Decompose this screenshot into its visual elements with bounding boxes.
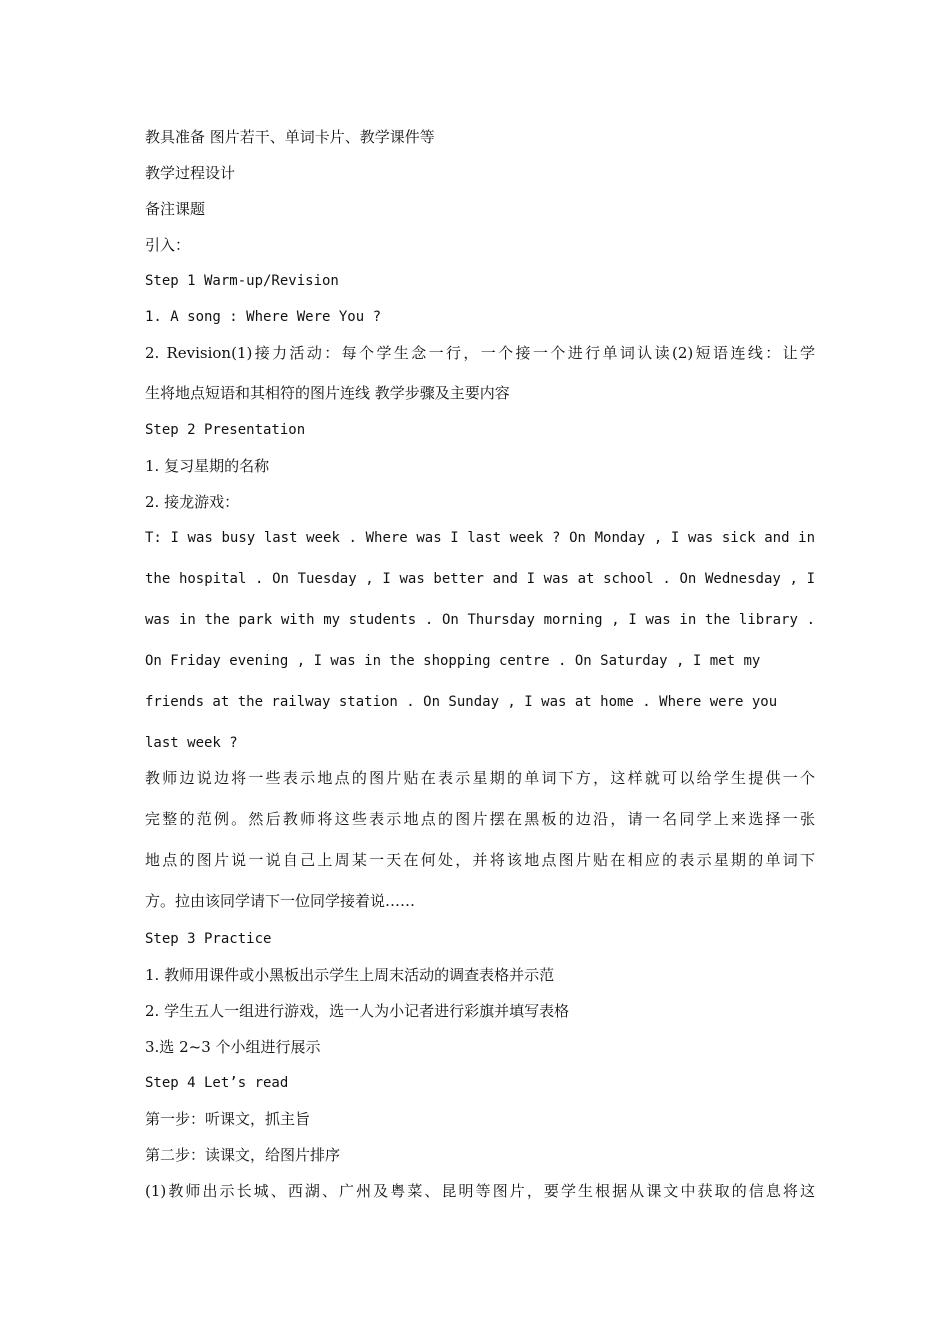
dialogue-line-5: friends at the railway station . On Sunday , I was at home . Where were you <box>145 694 778 710</box>
teacher-explanation-line-4: 方。拉由该同学请下一位同学接着说…… <box>145 892 416 910</box>
step3-item-2: 2. 学生五人一组进行游戏，选一人为小记者进行彩旗并填写表格 <box>145 1002 570 1020</box>
dialogue-line-6: last week ? <box>145 735 238 751</box>
step1-item-2-line-1: 2. Revision(1)接力活动：每个学生念一行，一个接一个进行单词认读(2)短语连线：让学 <box>145 344 815 362</box>
teacher-explanation-line-3: 地点的图片说一说自己上周某一天在何处，并将该地点图片贴在相应的表示星期的单词下 <box>145 851 815 869</box>
step3-item-3: 3.选 2~3 个小组进行展示 <box>145 1038 321 1056</box>
step4-heading: Step 4 Let’s read <box>145 1075 289 1091</box>
dialogue-line-3: was in the park with my students . On Thursday morning , I was in the library . <box>145 612 815 628</box>
dialogue-line-1: T: I was busy last week . Where was I last week ? On Monday , I was sick and in <box>145 530 815 546</box>
step1-item-1: 1. A song : Where Were You ? <box>145 309 382 325</box>
teaching-aids-line: 教具准备 图片若干、单词卡片、教学课件等 <box>145 128 435 146</box>
teacher-explanation-line-1: 教师边说边将一些表示地点的图片贴在表示星期的单词下方，这样就可以给学生提供一个 <box>145 769 815 787</box>
step1-item-2-line-2: 生将地点短语和其相符的图片连线 教学步骤及主要内容 <box>145 384 510 402</box>
step4-substep-1: 第一步：听课文，抓主旨 <box>145 1110 311 1128</box>
step2-heading: Step 2 Presentation <box>145 422 306 438</box>
step2-item-2: 2. 接龙游戏： <box>145 493 240 511</box>
step3-item-1: 1. 教师用课件或小黑板出示学生上周末活动的调查表格并示范 <box>145 966 555 984</box>
process-design-heading: 教学过程设计 <box>145 164 236 182</box>
step3-heading: Step 3 Practice <box>145 931 272 947</box>
notes-topic-line: 备注课题 <box>145 200 206 218</box>
step4-substep-2-item-1: (1)教师出示长城、西湖、广州及粤菜、昆明等图片，要学生根据从课文中获取的信息将这 <box>145 1182 815 1200</box>
step2-item-1: 1. 复习星期的名称 <box>145 457 270 475</box>
step1-heading: Step 1 Warm-up/Revision <box>145 273 339 289</box>
introduction-label: 引入： <box>145 236 191 254</box>
teacher-explanation-line-2: 完整的范例。然后教师将这些表示地点的图片摆在黑板的边沿，请一名同学上来选择一张 <box>145 810 815 828</box>
dialogue-line-4: On Friday evening , I was in the shopping centre . On Saturday , I met my <box>145 653 761 669</box>
step4-substep-2: 第二步：读课文，给图片排序 <box>145 1146 341 1164</box>
dialogue-line-2: the hospital . On Tuesday , I was better and I was at school . On Wednesday , I <box>145 571 815 587</box>
